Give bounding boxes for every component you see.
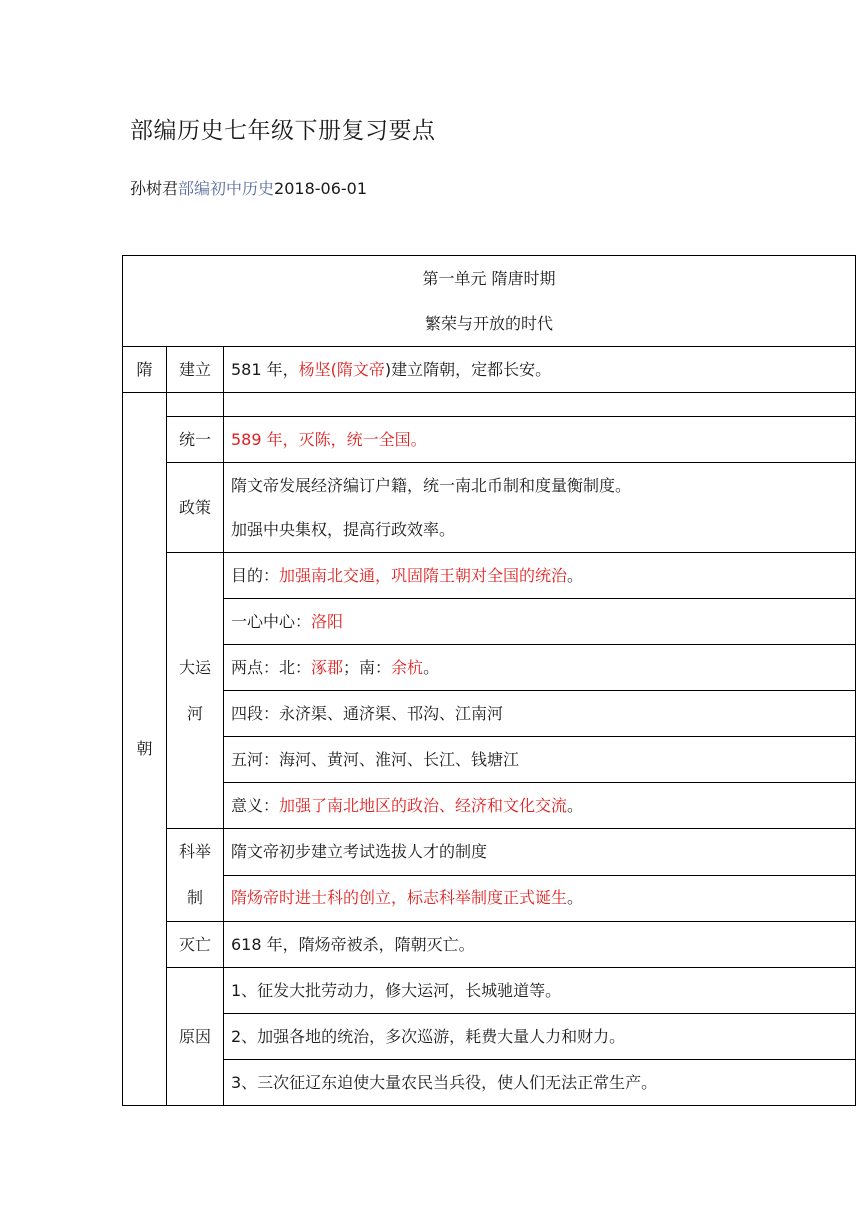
author-name: 孙树君 xyxy=(130,179,179,198)
row-label-miewang: 灭亡 xyxy=(167,922,224,968)
article-meta xyxy=(130,176,367,199)
dayunhe-liangdian xyxy=(224,645,856,691)
channel-link[interactable]: 部编初中历史 xyxy=(178,179,275,198)
zhongxin-text: 洛阳 xyxy=(311,611,344,631)
table-row xyxy=(123,417,856,463)
jianli-text-2: 杨坚( xyxy=(298,359,337,379)
dayunhe-wuhe: 五河：海河、黄河、淮河、长江、钱塘江 xyxy=(224,737,856,783)
empty-cell xyxy=(167,393,224,417)
row-label-zhengce: 政策 xyxy=(167,463,224,553)
liangdian-prefix: 两点：北： xyxy=(231,657,312,677)
zhengce-line-2: 加强中央集权，提高行政效率。 xyxy=(224,509,856,553)
row-content-tongyi: 589 年，灭陈，统一全国。 xyxy=(224,417,856,463)
row-label-dayunhe xyxy=(167,553,224,829)
yuanyin-line-1: 1、征发大批劳动力，修大运河，长城驰道等。 xyxy=(224,968,856,1014)
publish-date: 2018-06-01 xyxy=(274,179,368,198)
mudi-text: 加强南北交通，巩固隋王朝对全国的统治 xyxy=(279,565,568,585)
jianli-text-3: 隋文帝 xyxy=(336,359,385,379)
era-label-chao: 朝 xyxy=(123,393,167,1106)
table-row xyxy=(123,599,856,645)
empty-cell xyxy=(224,393,856,417)
liangdian-suffix: 。 xyxy=(423,657,440,677)
dayunhe-mudi xyxy=(224,553,856,599)
table-row xyxy=(123,347,856,393)
table-row xyxy=(123,645,856,691)
row-label-keju xyxy=(167,829,224,922)
jianli-text-1: 581 年， xyxy=(231,359,299,379)
liangdian-south: 余杭 xyxy=(391,657,424,677)
table-row xyxy=(123,1060,856,1106)
liangdian-north: 涿郡 xyxy=(311,657,344,677)
liangdian-mid: ；南： xyxy=(343,657,392,677)
yiyi-prefix: 意义： xyxy=(231,795,280,815)
zhongxin-prefix: 一心中心： xyxy=(231,611,312,631)
row-label-yuanyin: 原因 xyxy=(167,968,224,1106)
unit-heading: 第一单元 隋唐时期 xyxy=(123,256,856,302)
table-row xyxy=(123,968,856,1014)
jianli-text-4: )建立隋朝，定都长安。 xyxy=(384,359,552,379)
keju-line-1: 隋文帝初步建立考试选拔人才的制度 xyxy=(224,829,856,876)
yuanyin-line-3: 3、三次征辽东迫使大量农民当兵役，使人们无法正常生产。 xyxy=(224,1060,856,1106)
yuanyin-line-2: 2、加强各地的统治，多次巡游，耗费大量人力和财力。 xyxy=(224,1014,856,1060)
unit-subheading: 繁荣与开放的时代 xyxy=(123,302,856,347)
table-row xyxy=(123,737,856,783)
dayunhe-siduan: 四段：永济渠、通济渠、邗沟、江南河 xyxy=(224,691,856,737)
row-content-jianli xyxy=(224,347,856,393)
dayunhe-yiyi xyxy=(224,783,856,829)
era-label-sui: 隋 xyxy=(123,347,167,393)
table-row xyxy=(123,829,856,876)
unit-heading-row xyxy=(123,256,856,302)
table-row xyxy=(123,783,856,829)
keju-line-2-suffix: 。 xyxy=(567,888,584,908)
table-row xyxy=(123,393,856,417)
table-row xyxy=(123,875,856,922)
keju-label-2: 制 xyxy=(186,888,203,907)
table-row xyxy=(123,463,856,509)
review-table xyxy=(122,255,856,1106)
row-content-miewang: 618 年，隋炀帝被杀，隋朝灭亡。 xyxy=(224,922,856,968)
table-row xyxy=(123,922,856,968)
table-row xyxy=(123,1014,856,1060)
row-label-tongyi: 统一 xyxy=(167,417,224,463)
yiyi-text: 加强了南北地区的政治、经济和文化交流 xyxy=(279,795,568,815)
article-title: 部编历史七年级下册复习要点 xyxy=(130,118,436,144)
mudi-suffix: 。 xyxy=(567,565,584,585)
keju-label-1: 科举 xyxy=(178,842,211,861)
table-row xyxy=(123,691,856,737)
dayunhe-label-1: 大运 xyxy=(178,657,211,677)
table-row xyxy=(123,553,856,599)
zhengce-line-1: 隋文帝发展经济编订户籍，统一南北币制和度量衡制度。 xyxy=(224,463,856,509)
keju-line-2 xyxy=(224,875,856,922)
table-row xyxy=(123,509,856,553)
yiyi-suffix: 。 xyxy=(567,795,584,815)
unit-subheading-row xyxy=(123,302,856,347)
mudi-prefix: 目的： xyxy=(231,565,280,585)
dayunhe-zhongxin xyxy=(224,599,856,645)
row-label-jianli: 建立 xyxy=(167,347,224,393)
dayunhe-label-2: 河 xyxy=(186,703,203,723)
keju-line-2-text: 隋炀帝时进士科的创立，标志科举制度正式诞生 xyxy=(231,888,568,908)
